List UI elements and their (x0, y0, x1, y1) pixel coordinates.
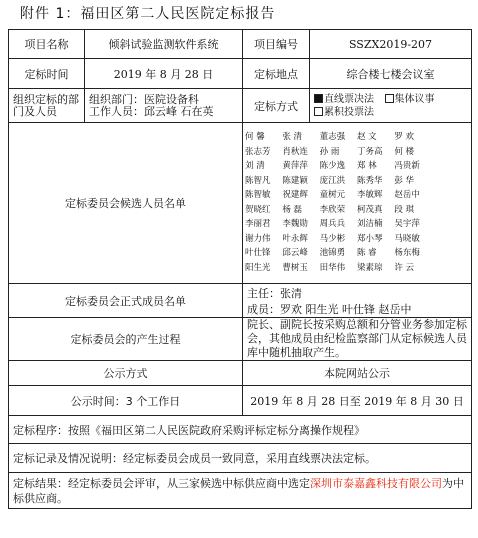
candidate-name: 李敏辉 (356, 190, 383, 200)
candidate-name: 祝建辉 (282, 190, 308, 200)
candidate-name: 池锦勇 (319, 248, 346, 258)
candidate-name (432, 262, 469, 276)
candidate-name: 陈智敏 (245, 190, 271, 200)
candidate-name: 何 馨 (245, 132, 265, 142)
method-options (310, 89, 472, 123)
candidate-name: 柯茂真 (356, 204, 383, 215)
candidate-name: 赵 文 (356, 132, 377, 142)
candidate-name: 吴宇萍 (394, 219, 420, 229)
candidate-name: 梁素琼 (356, 262, 383, 273)
organizer-row (9, 89, 472, 123)
candidate-name: 陈智凡 (245, 175, 271, 186)
candidate-name: 罗 欢 (394, 132, 415, 142)
project-code-label: 项目编号 (243, 30, 310, 59)
candidate-name: 段 琪 (394, 204, 415, 215)
committee-members-cell (243, 284, 472, 318)
award-report-table (8, 29, 472, 509)
candidate-name: 黄萍萍 (282, 161, 308, 171)
candidate-name: 李丽君 (245, 219, 271, 229)
award-time-label: 定标时间 (9, 59, 85, 89)
result-row (9, 473, 472, 509)
method-option-3[interactable]: 累积投票法 (314, 107, 374, 119)
candidate-name: 庞江洪 (319, 175, 346, 186)
award-place-label: 定标地点 (243, 59, 310, 89)
project-name-value: 倾斜试验监测软件系统 (85, 30, 243, 59)
award-time-value: 2019 年 8 月 28 日 (85, 59, 243, 89)
candidate-name (432, 160, 469, 174)
candidate-name: 董志强 (319, 132, 346, 142)
candidates-cell (243, 123, 472, 284)
candidate-name: 刘 清 (245, 161, 265, 171)
process-label: 定标委员会的产生过程 (9, 318, 243, 361)
candidate-name: 许 云 (394, 262, 415, 273)
candidate-name: 杨东梅 (394, 248, 420, 258)
candidates-label: 定标委员会候选人员名单 (9, 123, 243, 284)
candidate-name (432, 131, 469, 145)
candidate-name: 丁务高 (356, 146, 383, 157)
method-option-1[interactable]: 直线票决法 (314, 94, 374, 106)
candidate-name (432, 247, 469, 261)
project-row (9, 30, 472, 59)
result-cell (9, 473, 472, 509)
candidate-name (432, 189, 469, 203)
candidate-name: 田华伟 (319, 262, 346, 273)
candidate-name: 叶永辉 (282, 233, 308, 244)
candidate-name: 陈建颖 (282, 175, 308, 186)
organizer-staff: 工作人员：邱云峰 石在英 (89, 104, 214, 118)
candidate-name: 叶仕锋 (245, 248, 271, 258)
candidate-name: 马少彬 (319, 233, 346, 244)
procedure-text: 定标程序：按照《福田区第二人民医院政府采购评标定标分离操作规程》 (9, 416, 472, 444)
publicity-method-row (9, 361, 472, 386)
schedule-row (9, 59, 472, 89)
checkbox-checked-icon (314, 94, 323, 103)
candidate-name: 冯贵新 (394, 161, 420, 171)
candidate-name: 杨 磊 (282, 204, 303, 215)
result-prefix: 定标结果：经定标委员会评审，从三家候选中标供应商中选定 (13, 476, 310, 490)
candidate-name: 谢力伟 (245, 233, 271, 244)
candidate-name: 张 清 (282, 132, 303, 142)
process-text: 院长、副院长按采购总额和分管业务参加定标会，其他成员由纪检监察部门从定标候选人员库中随机抽取产生。 (243, 318, 472, 361)
publicity-time-row (9, 386, 472, 416)
candidate-name: 彭 华 (394, 175, 415, 186)
candidate-name (432, 218, 469, 232)
candidate-name (432, 146, 469, 160)
publicity-time-value: 2019 年 8 月 28 日至 2019 年 8 月 30 日 (243, 386, 472, 416)
candidate-name: 郑小琴 (356, 233, 383, 244)
candidate-name: 陈 睿 (356, 248, 377, 258)
candidate-name: 李欣荣 (319, 204, 346, 215)
result-suffix: 为中标供应商。 (13, 476, 464, 505)
organizer-info (85, 89, 243, 123)
committee-members: 成员：罗欢 阳生光 叶仕锋 赵岳中 (247, 302, 412, 316)
candidate-name: 郑 林 (356, 161, 377, 171)
candidate-name (432, 233, 469, 247)
record-text: 定标记录及情况说明：经定标委员会成员一致同意，采用直线票决法定标。 (9, 444, 472, 473)
organizer-dept: 组织部门：医院设备科 (89, 92, 199, 106)
winning-company: 深圳市泰嘉鑫科技有限公司 (310, 476, 442, 490)
committee-row (9, 284, 472, 318)
publicity-time-label: 公示时间：3 个工作日 (9, 386, 243, 416)
award-place-value: 综合楼七楼会议室 (310, 59, 472, 89)
committee-label: 定标委员会正式成员名单 (9, 284, 243, 318)
candidate-name: 阳生光 (245, 262, 271, 273)
candidate-name: 陈秀华 (356, 175, 383, 186)
candidate-name: 周兵兵 (319, 219, 346, 229)
candidate-name: 何 楼 (394, 146, 415, 157)
candidate-name: 马晓敏 (394, 233, 420, 244)
procedure-row (9, 416, 472, 444)
publicity-method-value: 本院网站公示 (243, 361, 472, 386)
candidate-name: 孙 雨 (319, 146, 340, 157)
candidate-name: 肖秋连 (282, 146, 308, 157)
candidate-name: 贺晓红 (245, 204, 271, 215)
candidate-name (432, 204, 469, 218)
organizer-label: 组织定标的部门及人员 (9, 89, 85, 123)
checkbox-empty-icon (385, 94, 394, 103)
candidate-name: 刘洁楠 (356, 219, 383, 229)
candidates-row (9, 123, 472, 284)
candidate-name: 曹树玉 (282, 262, 308, 273)
candidate-name-grid (245, 131, 469, 275)
candidate-name (432, 175, 469, 189)
committee-chair: 主任：张清 (247, 286, 302, 300)
process-row (9, 318, 472, 361)
page-title: 附件 1：福田区第二人民医院定标报告 (20, 6, 276, 22)
record-row (9, 444, 472, 473)
project-name-label: 项目名称 (9, 30, 85, 59)
candidate-name: 邱云峰 (282, 248, 308, 258)
publicity-method-label: 公示方式 (9, 361, 243, 386)
method-option-2[interactable]: 集体议事 (385, 94, 435, 106)
checkbox-empty-icon (314, 107, 323, 116)
project-code-value: SSZX2019-207 (310, 30, 472, 59)
candidate-name: 童树元 (319, 190, 346, 200)
method-label: 定标方式 (243, 89, 310, 123)
candidate-name: 赵岳中 (394, 190, 420, 200)
candidate-name: 陈少逸 (319, 161, 346, 171)
candidate-name: 张志芳 (245, 146, 271, 157)
candidate-name: 李魏勋 (282, 219, 308, 229)
